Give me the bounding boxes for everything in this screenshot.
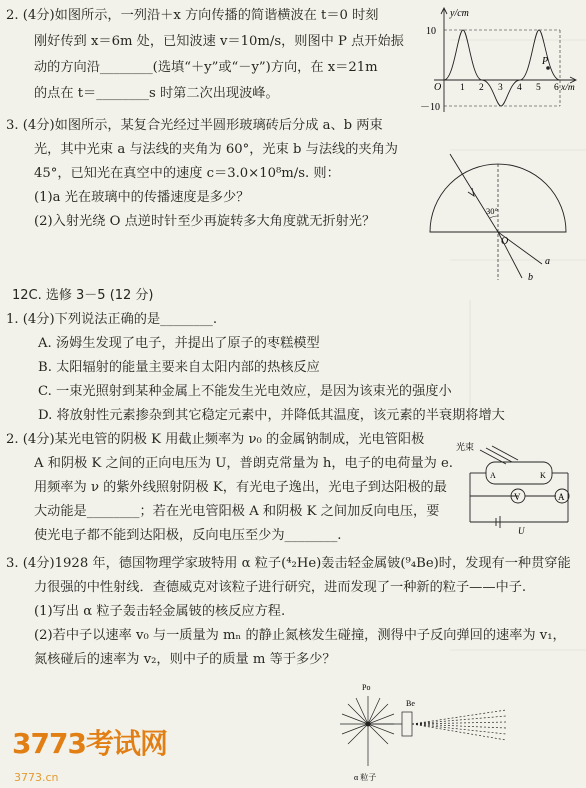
- background-bleed: [450, 0, 586, 786]
- wave-y-bottom: －10: [420, 102, 440, 113]
- c2-line3: 用频率为 ν 的紫外线照射阴极 K，有光电子逸出，光电子到达阳极的最: [34, 480, 447, 495]
- phototube-figure: [456, 440, 582, 536]
- beam-b-label: b: [528, 272, 533, 282]
- c1-option-b: B. 太阳辐射的能量主要来自太阳内部的热核反应: [38, 360, 320, 375]
- wave-point-p: P: [542, 56, 549, 67]
- watermark-brand-prefix: 3773: [12, 727, 86, 760]
- wave-tick-6: 6: [554, 83, 559, 93]
- tube-ammeter: A: [558, 492, 565, 502]
- p2-line4: 的点在 t＝________s 时第二次出现波峰。: [34, 86, 279, 101]
- c3-line3: (1)写出 α 粒子轰击轻金属铍的核反应方程.: [34, 604, 286, 619]
- glass-figure: [418, 140, 580, 282]
- glass-angle: 30°: [486, 206, 498, 216]
- c3-line5: 氮核碰后的速率为 v₂，则中子的质量 m 等于多少？: [34, 652, 336, 667]
- wave-tick-4: 4: [517, 83, 522, 93]
- wave-figure: [420, 4, 580, 116]
- p3-line1: 3. (4分)如图所示，某复合光经过半圆形玻璃砖后分成 a、b 两束: [6, 118, 383, 133]
- wave-x-label: x/m: [561, 83, 575, 93]
- wave-origin: O: [434, 82, 442, 93]
- alpha-particle-label: α 粒子: [354, 773, 377, 782]
- tube-light-label: 光束: [456, 442, 475, 452]
- c2-line1: 2. (4分)某光电管的阴极 K 用截止频率为 ν₀ 的金属钠制成，光电管阳极: [6, 432, 425, 447]
- alpha-source-label: Po: [362, 683, 371, 692]
- tube-voltmeter: V: [514, 492, 521, 502]
- wave-tick-1: 1: [460, 83, 465, 93]
- c1-option-c: C. 一束光照射到某种金属上不能发生光电效应，是因为该束光的强度小: [38, 384, 452, 399]
- wave-y-top: 10: [426, 26, 436, 37]
- c1-option-a: A. 汤姆生发现了电子，并提出了原子的枣糕模型: [38, 336, 320, 351]
- watermark-brand-suffix: 考试网: [85, 727, 167, 760]
- p3-line4: (1)a 光在玻璃中的传播速度是多少？: [34, 190, 250, 205]
- watermark-logo: [12, 722, 167, 762]
- tube-anode-label: A: [490, 471, 496, 480]
- p3-line2: 光，其中光束 a 与法线的夹角为 60°，光束 b 与法线的夹角为: [34, 142, 398, 157]
- c3-line2: 力很强的中性射线．查德威克对该粒子进行研究，进而发现了一种新的粒子——中子.: [34, 580, 527, 595]
- c1-stem: 1. (4分)下列说法正确的是________.: [6, 312, 218, 327]
- wave-tick-5: 5: [536, 83, 541, 93]
- tube-voltage: U: [518, 526, 525, 536]
- glass-center-o: O: [501, 236, 509, 247]
- c1-option-d: D. 将放射性元素掺杂到其它稳定元素中，并降低其温度，该元素的半衰期将增大: [38, 408, 505, 423]
- beam-a-label: a: [545, 256, 550, 267]
- alpha-experiment-figure: [326, 680, 516, 784]
- wave-tick-3: 3: [498, 83, 503, 93]
- p3-line3: 45°，已知光在真空中的速度 c＝3.0×10⁸m/s. 则：: [34, 166, 340, 181]
- c2-line2: A 和阴极 K 之间的正向电压为 U，普朗克常量为 h，电子的电荷量为 e.: [34, 456, 454, 471]
- p2-line3: 动的方向沿________(选填“＋y”或“－y”)方向，在 x＝21m: [34, 60, 378, 75]
- tube-cathode-label: K: [540, 471, 546, 480]
- p2-line2: 刚好传到 x＝6m 处，已知波速 v＝10m/s，则图中 P 点开始振: [34, 34, 404, 49]
- c3-line1: 3. (4分)1928 年，德国物理学家玻特用 α 粒子(⁴₂He)轰击轻金属铍(⁹₄Be)时，发现有一种贯穿能: [6, 556, 571, 571]
- p3-line5: (2)入射光绕 O 点逆时针至少再旋转多大角度就无折射光？: [34, 214, 376, 229]
- watermark-url: 3773.cn: [14, 771, 59, 784]
- c2-line4: 大动能是________；若在光电管阳极 A 和阴极 K 之间加反向电压，要: [34, 504, 440, 519]
- wave-y-label: y/cm: [450, 8, 469, 19]
- p2-line1: 2. (4分)如图所示，一列沿＋x 方向传播的简谐横波在 t＝0 时刻: [6, 8, 379, 23]
- c3-line4: (2)若中子以速率 v₀ 与一质量为 mₙ 的静止氮核发生碰撞，测得中子反向弹回的速率为 v₁，: [34, 628, 566, 643]
- wave-tick-2: 2: [479, 83, 484, 93]
- c2-line5: 使光电子都不能到达阳极，反向电压至少为________.: [34, 528, 342, 543]
- section-title: 12C. 选修 3－5 (12 分): [12, 288, 154, 303]
- alpha-target-label: Be: [406, 699, 415, 708]
